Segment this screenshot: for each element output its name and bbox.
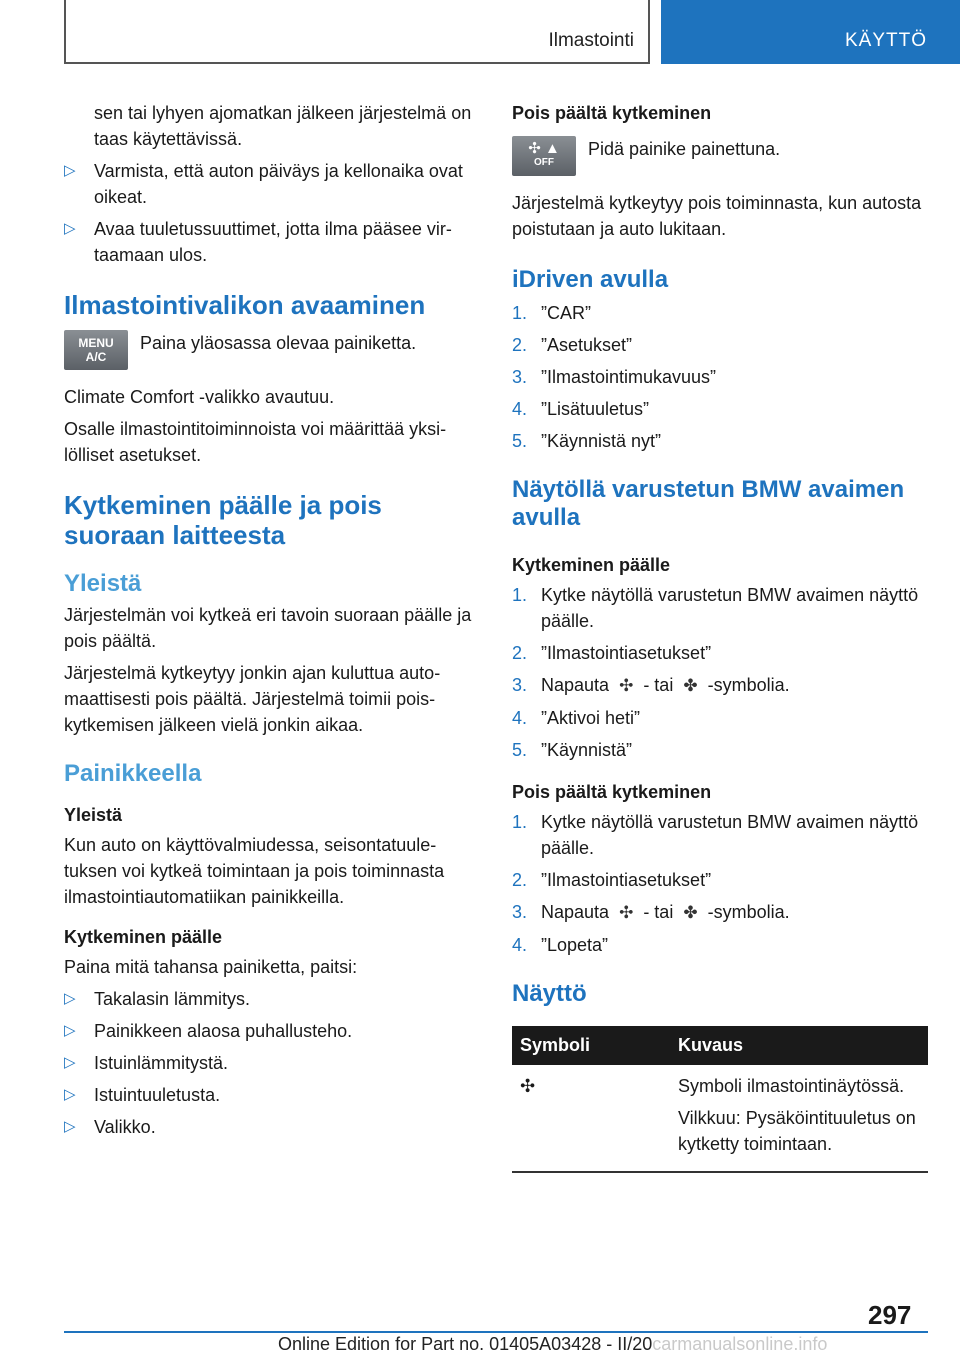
list-item: 1. ”CAR” <box>512 303 591 323</box>
triangle-bullet-icon: ▷ <box>64 162 76 179</box>
subheading-on: Kytkeminen päälle <box>64 927 223 947</box>
subheading-general: Yleistä <box>64 805 123 825</box>
triangle-bullet-icon: ▷ <box>64 1086 76 1103</box>
key-on-steps <box>512 582 928 763</box>
triangle-bullet-icon: ▷ <box>64 220 76 237</box>
header-section-title: Ilmastointi <box>548 30 634 51</box>
footer-rule <box>64 1331 928 1333</box>
heading-menu: Ilmastointivalikon avaaminen <box>64 290 426 320</box>
paragraph: Osalle ilmastointitoiminnoista voi määrittää yksilölliset asetukset. <box>64 419 447 465</box>
subheading-key-on: Kytkeminen päälle <box>512 555 671 575</box>
paragraph: Järjestelmän voi kytkeä eri tavoin suoraan päälle ja pois päältä. <box>64 605 472 651</box>
list-item: 2. ”Ilmastointiasetukset” <box>512 643 712 663</box>
triangle-bullet-icon: ▷ <box>64 1022 76 1039</box>
triangle-bullet-icon: ▷ <box>64 1118 76 1135</box>
fan-blink-icon: ✤ <box>683 676 698 695</box>
right-column <box>512 100 928 1173</box>
menu-press-text: Paina yläosassa olevaa painiketta. <box>140 333 417 353</box>
list-item: ▷ Istuintuuletusta. <box>64 1082 478 1108</box>
menu-ac-button-icon: MENU A/C <box>64 330 128 370</box>
list-item: 1. Kytke näytöllä varustetun BMW avaimen näyttö päälle. <box>512 585 919 631</box>
list-item: 3. Napauta ✣ - tai ✤ -symbolia. <box>512 672 928 699</box>
list-item: 2. ”Ilmastointiasetukset” <box>512 870 712 890</box>
watermark: carmanualsonline.info <box>652 1334 828 1354</box>
heading-key: Näytöllä varustetun BMW avaimen avulla <box>512 476 905 531</box>
list-item: 4. ”Aktivoi heti” <box>512 708 641 728</box>
list-item: ▷ Avaa tuuletussuuttimet, jotta ilma pääsee virtaamaan ulos. <box>64 216 478 268</box>
footer-edition: Online Edition for Part no. 01405A03428 - II/20carmanualsonline.info <box>278 1334 828 1354</box>
fan-blink-icon: ✤ <box>683 903 698 922</box>
fan-off-button-icon: ✣ ▲ OFF <box>512 136 576 176</box>
heading-display: Näyttö <box>512 980 587 1007</box>
fan-icon: ✣ ▲ <box>528 140 560 157</box>
table-header-symbol: Symboli <box>512 1026 670 1065</box>
paragraph: Climate Comfort -valikko avautuu. <box>64 387 335 407</box>
bullet-list-except <box>64 986 478 1140</box>
list-item: 4. ”Lopeta” <box>512 935 609 955</box>
list-item: ▷ Painikkeen alaosa puhallusteho. <box>64 1018 478 1044</box>
list-item: 1. Kytke näytöllä varustetun BMW avaimen näyttö päälle. <box>512 812 919 858</box>
symbol-table <box>512 1026 928 1173</box>
left-column <box>64 100 478 1146</box>
paragraph: Järjestelmä kytkeytyy pois toiminnasta, kun autosta poistutaan ja auto lukitaan. <box>512 193 922 239</box>
key-off-steps <box>512 809 928 958</box>
table-row <box>512 1065 928 1172</box>
off-button-row <box>512 136 928 176</box>
off-press-text: Pidä painike painettuna. <box>588 139 781 159</box>
list-item: 3. ”Ilmastointimukavuus” <box>512 367 717 387</box>
list-item: 5. ”Käynnistä” <box>512 740 633 760</box>
heading-general: Yleistä <box>64 570 142 597</box>
list-item: ▷ Valikko. <box>64 1114 478 1140</box>
paragraph: Järjestelmä kytkeytyy jonkin ajan kuluttua automaattisesti pois päältä. Järjestelmä toimii poiskytkemisen jälkeen vielä jonkin aikaa. <box>64 663 441 735</box>
continued-text: sen tai lyhyen ajomatkan jälkeen järjestelmä on taas käytettävissä. <box>94 103 472 149</box>
heading-button: Painikkeella <box>64 760 202 787</box>
header-chapter <box>661 0 960 64</box>
heading-idrive: iDriven avulla <box>512 266 669 293</box>
fan-icon: ✣ <box>520 1076 536 1096</box>
subheading-key-off: Pois päältä kytkeminen <box>512 782 712 802</box>
bullet-list-top <box>64 158 478 268</box>
list-item: ▷ Istuinlämmitystä. <box>64 1050 478 1076</box>
idrive-steps <box>512 300 928 454</box>
header-chapter-title: KÄYTTÖ <box>844 30 927 51</box>
paragraph: Paina mitä tahansa painiketta, paitsi: <box>64 957 358 977</box>
list-item: 3. Napauta ✣ - tai ✤ -symbolia. <box>512 899 928 926</box>
list-item: 2. ”Asetukset” <box>512 335 633 355</box>
paragraph: Kun auto on käyttövalmiudessa, seisontatuuletuksen voi kytkeä toimintaan ja pois toiminnasta ilmastointiautomatiikan painikkeilla. <box>64 835 445 907</box>
list-item: 4. ”Lisätuuletus” <box>512 399 650 419</box>
menu-button-row <box>64 330 478 370</box>
subheading-off: Pois päältä kytkeminen <box>512 103 712 123</box>
triangle-bullet-icon: ▷ <box>64 1054 76 1071</box>
header-section <box>64 0 650 64</box>
list-item: 5. ”Käynnistä nyt” <box>512 431 662 451</box>
fan-icon: ✣ <box>619 676 634 695</box>
page-number: 297 <box>868 1300 912 1330</box>
table-header-description: Kuvaus <box>670 1026 928 1065</box>
list-item: ▷ Varmista, että auton päiväys ja kellonaika ovat oikeat. <box>64 158 478 210</box>
list-item: ▷ Takalasin lämmitys. <box>64 986 478 1012</box>
triangle-bullet-icon: ▷ <box>64 990 76 1007</box>
table-cell-description: Symboli ilmastointinäytössä. Vilkkuu: Pysäköintituuletus on kytketty toimintaan. <box>670 1065 928 1172</box>
heading-onoff: Kytkeminen päälle ja pois suoraan laitteesta <box>64 490 382 550</box>
fan-icon: ✣ <box>619 903 634 922</box>
table-cell-symbol <box>512 1065 670 1172</box>
